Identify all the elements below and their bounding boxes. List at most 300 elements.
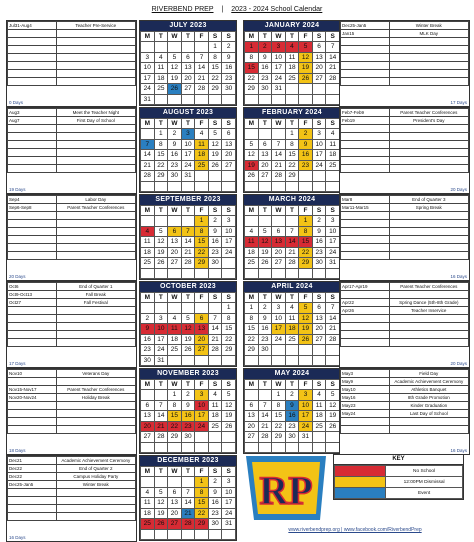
week-row bbox=[245, 216, 340, 227]
day-cell: 6 bbox=[245, 400, 259, 411]
day-cell bbox=[245, 94, 259, 105]
day-cell: 14 bbox=[326, 313, 340, 324]
days-count: 19 Days bbox=[9, 187, 26, 192]
day-cell: 22 bbox=[285, 160, 299, 171]
weekday-header: W bbox=[168, 119, 182, 129]
day-cell bbox=[181, 355, 195, 366]
event-row-empty bbox=[8, 62, 136, 70]
week-row bbox=[141, 268, 236, 279]
event-date: Apr26 bbox=[341, 307, 390, 315]
weekday-header: T bbox=[258, 380, 272, 390]
week-row bbox=[245, 150, 340, 161]
event-row-empty bbox=[8, 323, 136, 331]
day-cell: 5 bbox=[154, 226, 168, 237]
weekday-header: T bbox=[285, 119, 299, 129]
event-row bbox=[341, 117, 469, 125]
day-cell: 1 bbox=[245, 303, 259, 314]
day-cell: 10 bbox=[222, 226, 236, 237]
day-cell: 8 bbox=[154, 139, 168, 150]
week-row bbox=[141, 345, 236, 356]
weekday-header: F bbox=[195, 32, 209, 42]
event-row bbox=[341, 378, 469, 386]
event-row-empty bbox=[341, 212, 469, 220]
week-row bbox=[245, 411, 340, 422]
right-events-box bbox=[339, 194, 470, 281]
day-cell: 4 bbox=[168, 313, 182, 324]
event-name: Veterans Day bbox=[56, 370, 135, 378]
weekday-header: M bbox=[245, 293, 259, 303]
event-name: Parent Teacher Conferences bbox=[56, 386, 135, 394]
event-name bbox=[56, 378, 135, 386]
page-header bbox=[0, 6, 474, 16]
day-cell bbox=[326, 442, 340, 453]
day-cell: 14 bbox=[208, 324, 222, 335]
event-name: Winter Break bbox=[389, 22, 468, 30]
event-row-empty bbox=[341, 141, 469, 149]
day-cell: 5 bbox=[299, 42, 313, 53]
day-cell bbox=[285, 94, 299, 105]
weekday-header: S bbox=[312, 293, 326, 303]
weekday-header: T bbox=[285, 380, 299, 390]
day-cell bbox=[208, 171, 222, 182]
day-cell: 29 bbox=[208, 84, 222, 95]
day-cell: 9 bbox=[141, 324, 155, 335]
event-row bbox=[8, 481, 136, 489]
day-cell: 27 bbox=[245, 432, 259, 443]
event-date bbox=[341, 291, 390, 299]
event-row bbox=[341, 307, 469, 315]
event-date: Feb7-Feb9 bbox=[341, 109, 390, 117]
day-cell: 23 bbox=[181, 421, 195, 432]
day-cell bbox=[258, 181, 272, 192]
day-cell: 11 bbox=[208, 400, 222, 411]
day-cell: 19 bbox=[245, 160, 259, 171]
day-cell: 14 bbox=[195, 63, 209, 74]
day-cell: 27 bbox=[272, 258, 286, 269]
day-cell: 13 bbox=[168, 498, 182, 509]
week-row bbox=[245, 52, 340, 63]
day-cell: 29 bbox=[168, 432, 182, 443]
day-cell: 6 bbox=[141, 400, 155, 411]
week-row bbox=[141, 355, 236, 366]
day-cell: 22 bbox=[299, 247, 313, 258]
event-row-empty bbox=[341, 236, 469, 244]
day-cell: 20 bbox=[312, 63, 326, 74]
event-date: Jan15 bbox=[341, 30, 390, 38]
day-cell: 24 bbox=[195, 421, 209, 432]
day-cell bbox=[326, 432, 340, 443]
day-cell bbox=[195, 171, 209, 182]
weekday-header: F bbox=[195, 380, 209, 390]
day-cell: 1 bbox=[285, 129, 299, 140]
day-cell: 15 bbox=[272, 411, 286, 422]
key-label: 12:00PM Dismissal bbox=[386, 477, 463, 488]
day-cell: 2 bbox=[181, 390, 195, 401]
day-cell bbox=[208, 303, 222, 314]
event-row-empty bbox=[8, 220, 136, 228]
month-calendar bbox=[243, 20, 341, 106]
weekday-header: F bbox=[299, 380, 313, 390]
day-cell: 19 bbox=[326, 411, 340, 422]
day-cell: 30 bbox=[168, 171, 182, 182]
day-cell bbox=[141, 268, 155, 279]
day-cell bbox=[285, 355, 299, 366]
weekday-header: W bbox=[168, 380, 182, 390]
day-cell: 22 bbox=[195, 508, 209, 519]
day-cell bbox=[245, 355, 259, 366]
day-cell: 10 bbox=[141, 63, 155, 74]
day-cell: 26 bbox=[245, 171, 259, 182]
weekday-header: W bbox=[272, 119, 286, 129]
day-cell: 28 bbox=[208, 345, 222, 356]
event-row-empty bbox=[8, 252, 136, 260]
day-cell: 11 bbox=[326, 139, 340, 150]
weekday-header: F bbox=[195, 119, 209, 129]
calendar-row bbox=[6, 192, 468, 281]
day-cell bbox=[208, 442, 222, 453]
day-cell: 14 bbox=[272, 150, 286, 161]
week-row bbox=[245, 313, 340, 324]
day-cell: 13 bbox=[312, 313, 326, 324]
day-cell: 9 bbox=[222, 52, 236, 63]
day-cell bbox=[141, 181, 155, 192]
day-cell: 6 bbox=[168, 487, 182, 498]
event-row bbox=[8, 370, 136, 378]
day-cell: 26 bbox=[181, 345, 195, 356]
days-count: 17 Days bbox=[9, 361, 26, 366]
event-name: Kinder Graduation bbox=[389, 402, 468, 410]
day-cell: 7 bbox=[195, 52, 209, 63]
month-title: MARCH 2024 bbox=[244, 195, 340, 205]
day-cell: 22 bbox=[245, 73, 259, 84]
day-cell: 10 bbox=[222, 487, 236, 498]
day-cell: 13 bbox=[181, 63, 195, 74]
day-cell: 22 bbox=[272, 421, 286, 432]
day-cell bbox=[326, 94, 340, 105]
day-cell: 6 bbox=[272, 226, 286, 237]
day-cell bbox=[154, 216, 168, 227]
events-table bbox=[7, 369, 136, 434]
right-events-box bbox=[339, 281, 470, 368]
day-cell bbox=[299, 181, 313, 192]
day-cell bbox=[195, 529, 209, 540]
day-cell bbox=[299, 171, 313, 182]
week-row bbox=[141, 519, 236, 530]
weekday-header: W bbox=[168, 32, 182, 42]
day-cell bbox=[168, 216, 182, 227]
weekday-header: T bbox=[154, 380, 168, 390]
weekday-header: S bbox=[312, 380, 326, 390]
events-table bbox=[7, 282, 136, 347]
week-row bbox=[141, 334, 236, 345]
event-row-empty bbox=[8, 125, 136, 133]
day-cell: 8 bbox=[285, 139, 299, 150]
event-name: Athletics Banquet bbox=[389, 386, 468, 394]
day-cell bbox=[285, 84, 299, 95]
day-cell: 18 bbox=[208, 411, 222, 422]
event-date: Nov20-Nov24 bbox=[8, 394, 57, 402]
week-row bbox=[245, 237, 340, 248]
event-row bbox=[8, 109, 136, 117]
day-cell: 23 bbox=[299, 160, 313, 171]
day-cell bbox=[258, 94, 272, 105]
day-cell: 1 bbox=[299, 216, 313, 227]
day-cell: 2 bbox=[312, 216, 326, 227]
event-row bbox=[341, 394, 469, 402]
key-swatch bbox=[335, 477, 386, 488]
event-row-empty bbox=[341, 252, 469, 260]
calendar-row bbox=[6, 279, 468, 368]
day-cell bbox=[272, 216, 286, 227]
month-calendar bbox=[243, 281, 341, 367]
day-cell: 21 bbox=[326, 324, 340, 335]
event-date: Dec22 bbox=[8, 473, 57, 481]
event-row-empty bbox=[8, 78, 136, 86]
day-cell: 27 bbox=[195, 345, 209, 356]
event-row-empty bbox=[341, 315, 469, 323]
weekday-header: S bbox=[326, 293, 340, 303]
week-row bbox=[245, 400, 340, 411]
day-cell: 13 bbox=[312, 52, 326, 63]
event-row-empty bbox=[341, 54, 469, 62]
day-cell: 7 bbox=[208, 313, 222, 324]
day-cell: 25 bbox=[195, 160, 209, 171]
day-cell bbox=[154, 477, 168, 488]
day-cell: 12 bbox=[258, 237, 272, 248]
day-cell: 19 bbox=[208, 150, 222, 161]
day-cell: 4 bbox=[141, 226, 155, 237]
day-cell: 16 bbox=[299, 150, 313, 161]
day-cell: 25 bbox=[141, 519, 155, 530]
day-cell: 18 bbox=[154, 73, 168, 84]
day-cell bbox=[168, 355, 182, 366]
day-cell: 26 bbox=[258, 258, 272, 269]
day-cell: 1 bbox=[195, 477, 209, 488]
day-cell: 29 bbox=[195, 258, 209, 269]
event-name: Academic Achievement Ceremony bbox=[389, 378, 468, 386]
event-row-empty bbox=[341, 331, 469, 339]
event-name: Parent Teacher Conferences bbox=[389, 109, 468, 117]
day-cell: 20 bbox=[272, 247, 286, 258]
week-row bbox=[141, 150, 236, 161]
day-cell bbox=[181, 268, 195, 279]
month-grid bbox=[140, 292, 236, 366]
day-cell bbox=[272, 345, 286, 356]
day-cell: 26 bbox=[208, 160, 222, 171]
footer-links[interactable]: www.riverbendprep.org | www.facebook.com/RiverbendPrep bbox=[288, 527, 422, 533]
day-cell: 12 bbox=[154, 237, 168, 248]
day-cell bbox=[208, 268, 222, 279]
day-cell bbox=[141, 390, 155, 401]
event-row-empty bbox=[341, 220, 469, 228]
week-row bbox=[141, 84, 236, 95]
day-cell: 4 bbox=[141, 487, 155, 498]
month-calendar bbox=[139, 20, 237, 106]
week-row bbox=[245, 345, 340, 356]
event-date: Dec25-Jan5 bbox=[341, 22, 390, 30]
day-cell bbox=[195, 442, 209, 453]
key-table bbox=[334, 465, 463, 499]
day-cell: 11 bbox=[141, 237, 155, 248]
day-cell: 16 bbox=[181, 411, 195, 422]
week-row bbox=[141, 477, 236, 488]
day-cell: 2 bbox=[168, 129, 182, 140]
day-cell bbox=[285, 442, 299, 453]
month-grid bbox=[140, 118, 236, 192]
day-cell: 17 bbox=[299, 411, 313, 422]
day-cell: 29 bbox=[299, 258, 313, 269]
day-cell: 3 bbox=[222, 477, 236, 488]
calendar-row bbox=[6, 105, 468, 194]
day-cell: 5 bbox=[181, 313, 195, 324]
event-row-empty bbox=[8, 307, 136, 315]
event-row-empty bbox=[341, 323, 469, 331]
day-cell: 23 bbox=[312, 247, 326, 258]
event-row-empty bbox=[8, 402, 136, 410]
weekday-header: S bbox=[208, 293, 222, 303]
week-row bbox=[245, 73, 340, 84]
day-cell: 15 bbox=[195, 498, 209, 509]
week-row bbox=[141, 226, 236, 237]
day-cell bbox=[222, 181, 236, 192]
event-row bbox=[8, 465, 136, 473]
day-cell: 7 bbox=[326, 303, 340, 314]
day-cell: 5 bbox=[168, 52, 182, 63]
event-row bbox=[8, 291, 136, 299]
day-cell: 27 bbox=[168, 519, 182, 530]
day-cell: 30 bbox=[312, 258, 326, 269]
day-cell: 24 bbox=[272, 334, 286, 345]
day-cell: 21 bbox=[326, 63, 340, 74]
event-date: May23 bbox=[341, 402, 390, 410]
weekday-header: T bbox=[285, 206, 299, 216]
day-cell: 11 bbox=[168, 324, 182, 335]
event-row bbox=[341, 196, 469, 204]
weekday-header: T bbox=[258, 32, 272, 42]
day-cell: 18 bbox=[312, 411, 326, 422]
event-row-empty bbox=[8, 418, 136, 426]
week-row bbox=[141, 303, 236, 314]
event-row bbox=[8, 386, 136, 394]
day-cell bbox=[208, 432, 222, 443]
day-cell: 21 bbox=[141, 160, 155, 171]
day-cell: 25 bbox=[141, 258, 155, 269]
day-cell: 2 bbox=[222, 42, 236, 53]
week-row bbox=[141, 247, 236, 258]
day-cell bbox=[154, 268, 168, 279]
week-row bbox=[245, 355, 340, 366]
day-cell: 24 bbox=[154, 345, 168, 356]
weekday-header: F bbox=[195, 293, 209, 303]
day-cell bbox=[181, 477, 195, 488]
day-cell bbox=[195, 355, 209, 366]
day-cell: 14 bbox=[285, 237, 299, 248]
day-cell bbox=[195, 42, 209, 53]
day-cell: 15 bbox=[208, 63, 222, 74]
weekday-header: S bbox=[222, 293, 236, 303]
weekday-header: T bbox=[258, 293, 272, 303]
day-cell: 18 bbox=[168, 334, 182, 345]
event-date: Mar11-Mar15 bbox=[341, 204, 390, 212]
day-cell: 10 bbox=[299, 400, 313, 411]
day-cell bbox=[272, 181, 286, 192]
week-row bbox=[245, 139, 340, 150]
day-cell: 4 bbox=[208, 390, 222, 401]
month-grid bbox=[140, 466, 236, 540]
event-name: First Day of School bbox=[56, 117, 135, 125]
school-logo bbox=[240, 452, 332, 524]
weekday-header: T bbox=[285, 293, 299, 303]
day-cell bbox=[258, 355, 272, 366]
day-cell: 18 bbox=[326, 150, 340, 161]
day-cell: 20 bbox=[181, 73, 195, 84]
day-cell bbox=[141, 442, 155, 453]
day-cell: 5 bbox=[245, 139, 259, 150]
event-row bbox=[341, 291, 469, 299]
left-events-box bbox=[6, 107, 137, 194]
event-row-empty bbox=[8, 426, 136, 434]
weekday-header: T bbox=[154, 467, 168, 477]
event-row bbox=[8, 473, 136, 481]
day-cell bbox=[208, 529, 222, 540]
day-cell bbox=[168, 303, 182, 314]
event-row-empty bbox=[8, 165, 136, 173]
day-cell: 3 bbox=[312, 129, 326, 140]
day-cell bbox=[245, 216, 259, 227]
day-cell: 10 bbox=[154, 324, 168, 335]
week-row bbox=[245, 160, 340, 171]
day-cell: 13 bbox=[195, 324, 209, 335]
day-cell bbox=[258, 216, 272, 227]
day-cell: 4 bbox=[285, 303, 299, 314]
day-cell bbox=[195, 268, 209, 279]
day-cell: 20 bbox=[258, 160, 272, 171]
day-cell bbox=[141, 303, 155, 314]
event-row-empty bbox=[8, 30, 136, 38]
week-row bbox=[245, 432, 340, 443]
day-cell bbox=[272, 268, 286, 279]
day-cell: 9 bbox=[208, 226, 222, 237]
weekday-header: S bbox=[222, 206, 236, 216]
day-cell: 8 bbox=[272, 400, 286, 411]
day-cell bbox=[222, 442, 236, 453]
day-cell: 2 bbox=[208, 216, 222, 227]
day-cell: 6 bbox=[195, 313, 209, 324]
event-row-empty bbox=[8, 133, 136, 141]
day-cell: 29 bbox=[285, 171, 299, 182]
day-cell: 1 bbox=[222, 303, 236, 314]
day-cell: 29 bbox=[245, 345, 259, 356]
day-cell bbox=[272, 94, 286, 105]
event-date: Mar8 bbox=[341, 196, 390, 204]
weekday-header: S bbox=[208, 380, 222, 390]
day-cell bbox=[154, 303, 168, 314]
day-cell bbox=[245, 268, 259, 279]
month-title: DECEMBER 2023 bbox=[140, 456, 236, 466]
day-cell: 28 bbox=[285, 258, 299, 269]
events-table bbox=[340, 21, 469, 86]
right-events-box bbox=[339, 20, 470, 107]
day-cell: 23 bbox=[258, 334, 272, 345]
day-cell: 25 bbox=[168, 345, 182, 356]
day-cell: 26 bbox=[326, 421, 340, 432]
week-row bbox=[141, 129, 236, 140]
event-date: Aug7 bbox=[8, 117, 57, 125]
day-cell: 29 bbox=[154, 171, 168, 182]
day-cell bbox=[312, 268, 326, 279]
weekday-header: W bbox=[272, 293, 286, 303]
day-cell bbox=[299, 355, 313, 366]
